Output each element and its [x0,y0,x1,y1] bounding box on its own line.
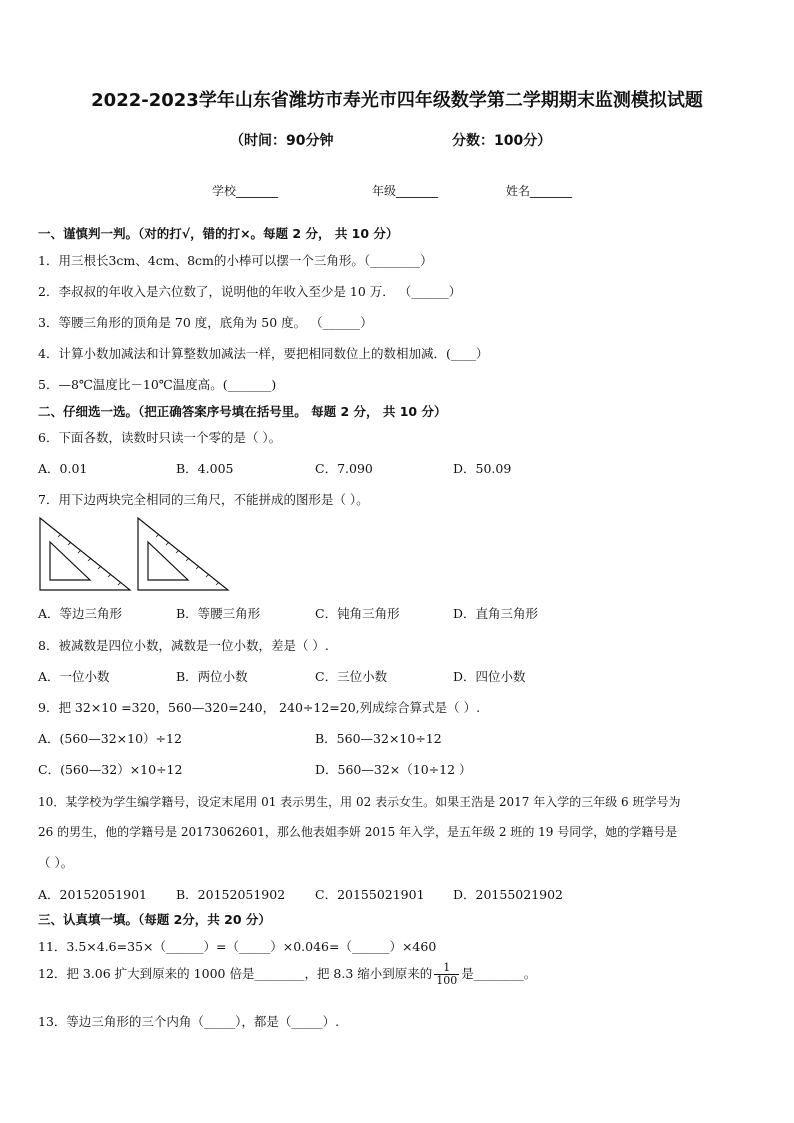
question-6: 6．下面各数，读数时只读一个零的是（ ）。 [38,430,282,445]
question-8: 8．被减数是四位小数，减数是一位小数，差是（ ）. [38,638,329,653]
q8-option-c: C．三位小数 [315,669,388,684]
q8-option-b: B．两位小数 [176,669,248,684]
q6-option-c: C．7.090 [315,461,373,476]
q6-option-d: D．50.09 [453,461,512,476]
set-square-left [40,518,130,590]
section-3-heading: 三、认真填一填。（每题 2分，共 20 分） [38,912,271,927]
q9-option-d: D．560—32×（10÷12 ） [315,762,472,777]
page-title: 2022-2023学年山东省潍坊市寿光市四年级数学第二学期期末监测模拟试题 [91,90,703,111]
q8-option-a: A．一位小数 [38,669,110,684]
question-3: 3．等腰三角形的顶角是 70 度，底角为 50 度。 （______） [38,315,373,330]
question-12-part-b: 是________。 [461,966,537,981]
q10-option-c: C．20155021901 [315,887,425,902]
set-squares-figure [38,516,238,594]
school-field: 学校_______ [212,184,279,198]
q7-option-c: C．钝角三角形 [315,606,400,621]
question-10-line-3: （ ）。 [38,855,74,870]
q6-option-a: A．0.01 [38,461,88,476]
name-field: 姓名_______ [506,184,573,198]
q10-option-d: D．20155021902 [453,887,564,902]
question-4: 4．计算小数加减法和计算整数加减法一样，要把相同数位上的数相加减．(____） [38,346,489,361]
question-10-line-2: 26 的男生，他的学籍号是 20173062601，那么他表姐李妍 2015 年入学，是五年级 2 班的 19 号同学，她的学籍号是 [38,825,678,839]
question-9: 9．把 32×10 =320，560—320=240， 240÷12=20,列成综合算式是（ ）. [38,700,481,715]
question-11: 11．3.5×4.6=35×（______）=（_____）×0.046=（______）×460 [38,939,437,954]
q10-option-a: A．20152051901 [38,887,148,902]
exam-score: 分数：100分） [452,133,552,149]
q10-option-b: B．20152051902 [176,887,286,902]
q7-option-d: D．直角三角形 [453,606,539,621]
set-square-right [138,518,228,590]
grade-field: 年级_______ [372,184,439,198]
q8-option-d: D．四位小数 [453,669,526,684]
question-13: 13．等边三角形的三个内角（_____），都是（_____）. [38,1014,340,1029]
question-12 [38,962,536,987]
q9-option-c: C．(560—32）×10÷12 [38,762,183,777]
question-12-part-a: 12．把 3.06 扩大到原来的 1000 倍是________，把 8.3 缩小到原来的 [38,966,433,981]
exam-time: （时间：90分钟 [230,133,334,149]
question-5: 5．—8℃温度比－10℃温度高。(_______) [38,377,277,392]
question-10-line-1: 10．某学校为学生编学籍号，设定末尾用 01 表示男生，用 02 表示女生。如果王浩是 2017 年入学的三年级 6 班学号为 [38,795,681,809]
question-2: 2．李叔叔的年收入是六位数了，说明他的年收入至少是 10 万． （______） [38,284,462,299]
question-7: 7．用下边两块完全相同的三角尺，不能拼成的图形是（ ）。 [38,492,369,507]
fraction-numerator: 1 [434,962,459,975]
question-1: 1．用三根长3cm、4cm、8cm的小棒可以摆一个三角形。（________） [38,253,433,268]
section-1-heading: 一、谨慎判一判。（对的打√，错的打×。每题 2 分， 共 10 分） [38,226,399,241]
q9-option-b: B．560—32×10÷12 [315,731,442,746]
q7-option-a: A．等边三角形 [38,606,123,621]
q9-option-a: A．(560—32×10）÷12 [38,731,182,746]
q6-option-b: B．4.005 [176,461,234,476]
section-2-heading: 二、仔细选一选。（把正确答案序号填在括号里。 每题 2 分， 共 10 分） [38,404,447,419]
fraction-one-hundredth [434,962,459,987]
q7-option-b: B．等腰三角形 [176,606,261,621]
fraction-denominator: 100 [436,974,458,987]
